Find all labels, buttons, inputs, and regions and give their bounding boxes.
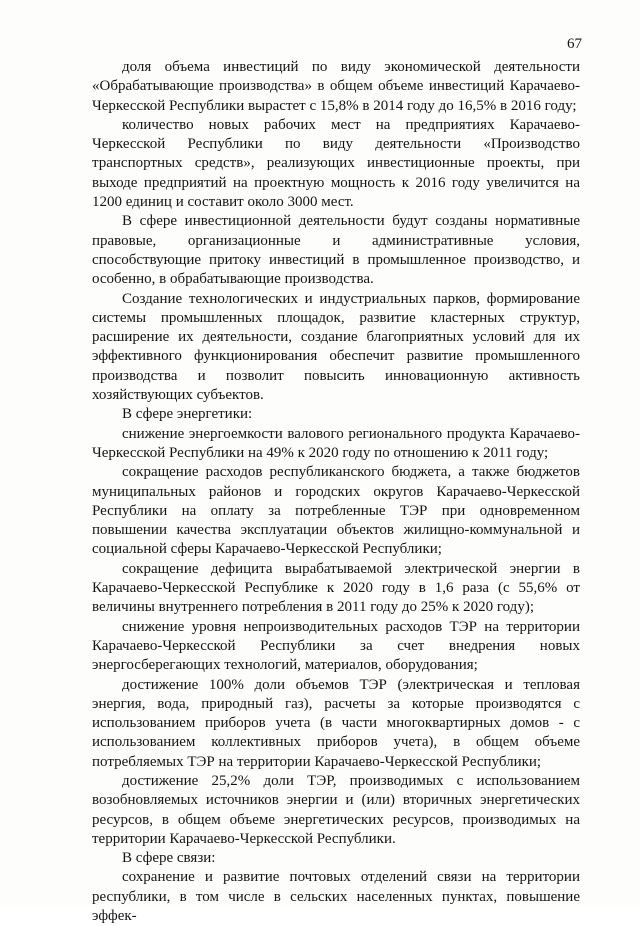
paragraph-13: сохранение и развитие почтовых отделений связи на территории республики, в том числе в сельских населенных пунктах, повышение эффек- — [92, 869, 580, 925]
paragraph-7: сокращение расходов республиканского бюджета, а также бюджетов муниципальных районов и городских округов Карачаево-Черкесской Республики на оплату за потребленные ТЭР при одновременном повышении качества эксплуатации объектов жилищно-коммунальной и социальной сферы Карачаево-Черкесской Республики; — [92, 464, 580, 558]
paragraph-4: Создание технологических и индустриальных парков, формирование системы промышленных площадок, развитие кластерных структур, расширение их деятельности, создание благоприятных условий для их эффективного функционирования обеспечит развитие промышленного производства и позволит повысить инновационную активность хозяйствующих субъектов. — [92, 290, 580, 404]
paragraph-6: снижение энергоемкости валового регионального продукта Карачаево-Черкесской Республики на 49% к 2020 году по отношению к 2011 году; — [92, 425, 580, 461]
paragraph-10: достижение 100% доли объемов ТЭР (электрическая и тепловая энергия, вода, природный газ), расчеты за которые производятся с использованием приборов учета (в части многоквартирных домов - с использованием коллективных приборов учета), в общем объеме потребляемых ТЭР на территории Карачаево-Черкесской Республики; — [92, 676, 580, 770]
paragraph-1: доля объема инвестиций по виду экономической деятельности «Обрабатывающие производства» в общем объеме инвестиций Карачаево-Черкесской Республики вырастет с 15,8% в 2014 году до 16,5% в 2016 году; — [92, 59, 580, 114]
page-number: 67 — [567, 36, 582, 52]
paragraph-2: количество новых рабочих мест на предприятиях Карачаево-Черкесской Республики по виду деятельности «Производство транспортных средств», реализующих инвестиционные проекты, при выходе предприятий на проектную мощность к 2016 году увеличится на 1200 единиц и составит около 3000 мест. — [92, 116, 580, 211]
paragraph-8: сокращение дефицита вырабатываемой электрической энергии в Карачаево-Черкесской Республике к 2020 году в 1,6 раза (с 55,6% от величины внутреннего потребления в 2011 году до 25% к 2020 году); — [92, 560, 580, 616]
section-heading-energy: В сфере энергетики: — [122, 406, 253, 423]
paragraph-9: снижение уровня непроизводительных расходов ТЭР на территории Карачаево-Черкесской Республики за счет внедрения новых энергосберегающих технологий, материалов, оборудования; — [92, 618, 580, 674]
document-body — [92, 58, 580, 926]
paragraph-3: В сфере инвестиционной деятельности будут созданы нормативные правовые, организационные и административные условия, способствующие притоку инвестиций в промышленное производство, и особенно, в обрабатывающие производства. — [92, 213, 580, 288]
section-heading-communications: В сфере связи: — [122, 850, 216, 867]
paragraph-11: достижение 25,2% доли ТЭР, производимых с использованием возобновляемых источников энергии и (или) вторичных энергетических ресурсов, в общем объеме энергетических ресурсов, производимых на территории Карачаево-Черкесской Республики. — [92, 772, 580, 847]
